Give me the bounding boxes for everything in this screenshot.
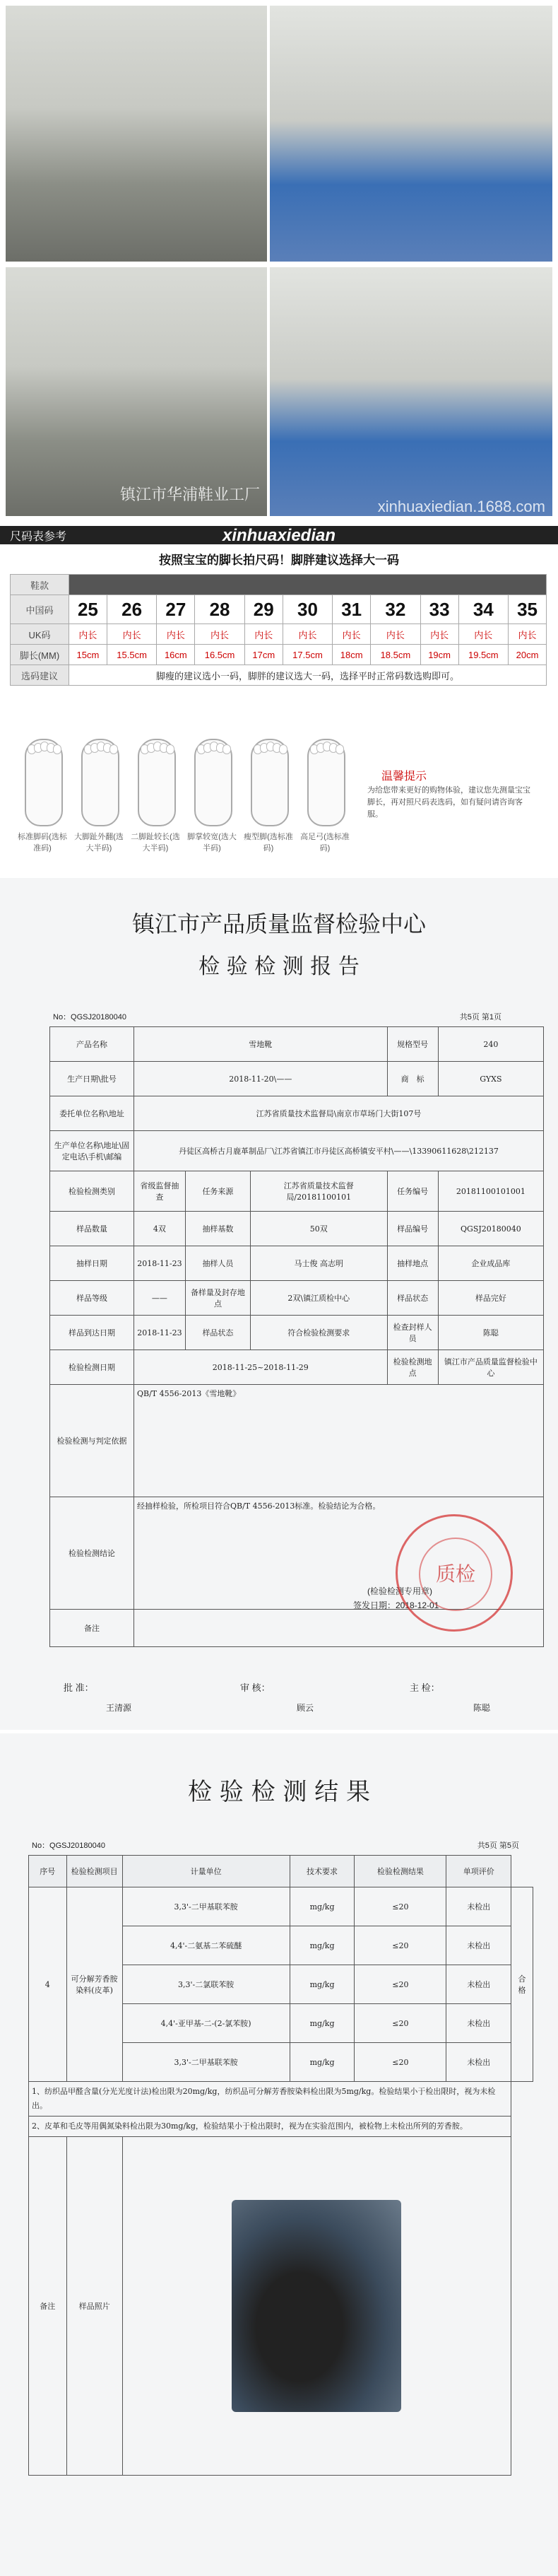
foot-outline-icon [307, 739, 345, 826]
note-2: 2、皮革和毛皮等用偶氮染料检出限为30mg/kg，检验结果小于检出限时，视为在实验范围内，被检物上未检出所列的芳香胺。 [29, 2117, 511, 2137]
toe-icon [222, 744, 231, 754]
result-cell: 3,3'-二甲基联苯胺 [122, 1887, 290, 1926]
foot-outline-icon [25, 739, 63, 826]
result-cell: mg/kg [290, 1887, 355, 1926]
report-cell: 20181100101001 [438, 1171, 543, 1212]
size-cell: 28 [195, 595, 245, 624]
group-cell: 可分解芳香胺染料(皮革) [66, 1887, 122, 2082]
size-cell: 内长 [333, 624, 371, 645]
report-cell: 检验检测与判定依据 [50, 1385, 134, 1497]
results-page: 共5页 第5页 [477, 1842, 519, 1850]
report-cell: 江苏省质量技术监督局/20181100101 [251, 1171, 388, 1212]
factory-photo-4 [270, 267, 552, 516]
foot-caption: 标准脚码(选标准码) [18, 833, 67, 853]
review-name: 顾云 [297, 1703, 314, 1713]
watermark-url: xinhuaxiedian.1688.com [377, 498, 545, 515]
results-header: 单项评价 [446, 1856, 511, 1887]
foot-outline-icon [251, 739, 289, 826]
toe-icon [109, 744, 118, 754]
result-cell: mg/kg [290, 1926, 355, 1965]
foot-caption: 脚掌较宽(选大半码) [187, 833, 237, 853]
size-cell: 19.5cm [458, 645, 509, 665]
size-cell: 27 [157, 595, 195, 624]
size-cell: 15.5cm [107, 645, 157, 665]
report-cell: QB/T 4556-2013《雪地靴》 [134, 1385, 544, 1497]
result-cell: 4,4'-亚甲基-二-(2-氯苯胺) [122, 2004, 290, 2043]
tips-body: 为给您带来更好的购物体验，建议您先测量宝宝脚长，再对照尺码表选码，如有疑问请咨询客服。 [367, 786, 530, 819]
report-cell: 符合检验检测要求 [251, 1316, 388, 1350]
report-cell: 备注 [50, 1610, 134, 1647]
row-label: 鞋款 [11, 575, 69, 595]
report-cell: 样品编号 [387, 1212, 438, 1246]
size-cell: 17.5cm [283, 645, 333, 665]
size-cell: 18.5cm [371, 645, 421, 665]
result-cell: ≤20 [355, 2043, 446, 2082]
size-cell: 内长 [371, 624, 421, 645]
issue-date: 签发日期：2018-12-01 [353, 1600, 439, 1610]
size-instruction: 按照宝宝的脚长拍尺码！脚胖建议选择大一码 [159, 554, 399, 567]
result-cell: ≤20 [355, 1887, 446, 1926]
report-cell: 检验检测地点 [387, 1350, 438, 1385]
report-cell: 抽样基数 [185, 1212, 250, 1246]
inspection-report [0, 878, 558, 1730]
report-cell: 50双 [251, 1212, 388, 1246]
size-cell: 内长 [69, 624, 107, 645]
factory-photo-3 [6, 267, 267, 516]
size-cell: 内长 [157, 624, 195, 645]
report-cell: 样品数量 [50, 1212, 134, 1246]
size-cell: 35 [509, 595, 547, 624]
report-page: 共5页 第1页 [459, 1013, 501, 1021]
remark-label: 备注 [29, 2137, 67, 2476]
toe-icon [279, 744, 287, 754]
report-cell: 经抽样检验，所检项目符合QB/T 4556-2013标准。检验结论为合格。 [134, 1497, 544, 1610]
foot-caption: 瘦型脚(选标准码) [244, 833, 293, 853]
report-cell: 委托单位名称\地址 [50, 1096, 134, 1131]
report-cell: 检查封样人员 [387, 1316, 438, 1350]
size-cell: 15cm [69, 645, 107, 665]
results-header: 计量单位 [122, 1856, 290, 1887]
size-cell: 18cm [333, 645, 371, 665]
report-cell: 江苏省质量技术监督局\南京市草场门大街107号 [134, 1096, 544, 1131]
report-cell: 2018-11-23 [134, 1316, 186, 1350]
result-cell: mg/kg [290, 2043, 355, 2082]
foot-caption: 二脚趾较长(选大半码) [131, 833, 180, 853]
photo-label: 样品照片 [66, 2137, 122, 2476]
report-cell: 检验检测类别 [50, 1171, 134, 1212]
size-cell: 30 [283, 595, 333, 624]
results-header: 序号 [29, 1856, 67, 1887]
report-cell: —— [134, 1281, 186, 1316]
size-cell: 内长 [509, 624, 547, 645]
result-cell: mg/kg [290, 2004, 355, 2043]
report-cell: 4双 [134, 1212, 186, 1246]
approve-label: 批 准： [64, 1682, 94, 1693]
size-cell: 33 [420, 595, 458, 624]
approve-name: 王清源 [106, 1703, 132, 1713]
watermark: 镇江市华浦鞋业工厂 [119, 486, 260, 503]
result-cell: 3,3'-二甲基联苯胺 [122, 2043, 290, 2082]
size-cell: 内长 [283, 624, 333, 645]
size-cell: 32 [371, 595, 421, 624]
report-cell: 产品名称 [50, 1027, 134, 1062]
toe-icon [336, 744, 344, 754]
report-cell: 省级监督抽查 [134, 1171, 186, 1212]
brand-name: xinhuaxiedian [222, 526, 336, 545]
results-no: No：QGSJ20180040 [32, 1842, 105, 1850]
result-cell: 未检出 [446, 2004, 511, 2043]
report-cell: 2双\镇江质检中心 [251, 1281, 388, 1316]
main-label: 主 检： [410, 1682, 440, 1693]
result-cell: 4,4'-二氨基二苯硫醚 [122, 1926, 290, 1965]
report-cell: 2018-11-25~2018-11-29 [134, 1350, 388, 1385]
size-header-left: 尺码表参考 [10, 531, 67, 543]
seq-cell: 4 [29, 1887, 67, 2082]
row-label: 脚长(MM) [11, 645, 69, 665]
report-cell: 检验检测结论 [50, 1497, 134, 1610]
result-cell: mg/kg [290, 1965, 355, 2004]
size-cell: 内长 [458, 624, 509, 645]
size-cell: 内长 [420, 624, 458, 645]
size-cell: 26 [107, 595, 157, 624]
report-cell: 任务编号 [387, 1171, 438, 1212]
size-cell: 17cm [244, 645, 283, 665]
report-cell: 马士俊 高志明 [251, 1246, 388, 1281]
foot-outline-icon [138, 739, 176, 826]
size-cell: 29 [244, 595, 283, 624]
result-cell: ≤20 [355, 2004, 446, 2043]
size-cell: 25 [69, 595, 107, 624]
note-1: 1、纺织品甲醛含量(分光光度计法)检出限为20mg/kg，纺织品可分解芳香胺染料检出限为5mg/kg。检验结果小于检出限时，视为未检出。 [29, 2082, 511, 2117]
report-cell: 样品状态 [185, 1316, 250, 1350]
size-cell: 内长 [195, 624, 245, 645]
tips-title: 温馨提示 [381, 771, 427, 783]
foot-caption: 高足弓(选标准码) [300, 833, 350, 853]
report-cell: 抽样日期 [50, 1246, 134, 1281]
size-cell: 19cm [420, 645, 458, 665]
result-cell: 未检出 [446, 2043, 511, 2082]
foot-outline-icon [81, 739, 119, 826]
results-title: 检 验 检 测 结 果 [187, 1778, 371, 1806]
result-cell: 3,3'-二氯联苯胺 [122, 1965, 290, 2004]
result-cell: 未检出 [446, 1887, 511, 1926]
report-cell: GYXS [438, 1062, 543, 1096]
report-cell: 2018-11-20\—— [134, 1062, 388, 1096]
result-cell: ≤20 [355, 1965, 446, 2004]
official-stamp [396, 1514, 513, 1632]
report-cell: 丹徒区高桥古月鹿革制品厂\江苏省镇江市丹徒区高桥镇安平村\——\13390611628\212137 [134, 1131, 544, 1171]
toe-icon [166, 744, 174, 754]
report-cell: 抽样地点 [387, 1246, 438, 1281]
result-cell: ≤20 [355, 1926, 446, 1965]
size-cell: 内长 [107, 624, 157, 645]
foot-caption: 大脚趾外翻(选大半码) [74, 833, 124, 853]
report-cell: 240 [438, 1027, 543, 1062]
size-cell: 16cm [157, 645, 195, 665]
report-cell: 生产单位名称\地址\固定电话\手机\邮编 [50, 1131, 134, 1171]
review-label: 审 核： [240, 1682, 271, 1693]
report-cell: QGSJ20180040 [438, 1212, 543, 1246]
result-cell: 未检出 [446, 1965, 511, 2004]
inspection-results [0, 1733, 558, 2576]
verdict-cell: 合格 [511, 1887, 533, 2082]
report-cell: 样品到达日期 [50, 1316, 134, 1350]
report-cell: 备样量及封存地点 [185, 1281, 250, 1316]
report-cell: 样品状态 [387, 1281, 438, 1316]
report-title: 检 验 检 测 报 告 [198, 954, 360, 979]
results-table [28, 1855, 533, 2476]
report-cell: 雪地靴 [134, 1027, 388, 1062]
size-cell: 16.5cm [195, 645, 245, 665]
row-label: UK码 [11, 624, 69, 645]
size-cell: 20cm [509, 645, 547, 665]
report-cell: 镇江市产品质量监督检验中心 [438, 1350, 543, 1385]
foot-outline-icon [194, 739, 232, 826]
size-table [10, 574, 547, 686]
result-cell: 未检出 [446, 1926, 511, 1965]
report-cell: 样品等级 [50, 1281, 134, 1316]
row-label: 中国码 [11, 595, 69, 624]
size-cell: 34 [458, 595, 509, 624]
report-stamp-caption: (检验检测专用章) [367, 1586, 432, 1596]
report-cell: 商 标 [387, 1062, 438, 1096]
factory-photo-1 [6, 6, 267, 262]
report-cell: 企业成品库 [438, 1246, 543, 1281]
sample-photo [232, 2200, 401, 2412]
toe-icon [53, 744, 61, 754]
row-label: 选码建议 [11, 665, 69, 686]
main-name: 陈聪 [473, 1703, 491, 1713]
size-cell: 31 [333, 595, 371, 624]
report-cell: 抽样人员 [185, 1246, 250, 1281]
report-org: 镇江市产品质量监督检验中心 [131, 911, 426, 937]
results-header: 检验检测结果 [355, 1856, 446, 1887]
factory-photo-2 [270, 6, 552, 262]
advice-text: 脚瘦的建议选小一码，脚胖的建议选大一码，选择平时正常码数选购即可。 [69, 665, 547, 686]
size-cell: 内长 [244, 624, 283, 645]
report-cell: 生产日期\批号 [50, 1062, 134, 1096]
report-cell: 任务来源 [185, 1171, 250, 1212]
report-cell: 陈聪 [438, 1316, 543, 1350]
results-header: 检验检测项目 [66, 1856, 122, 1887]
report-cell: 样品完好 [438, 1281, 543, 1316]
report-cell: 检验检测日期 [50, 1350, 134, 1385]
official-stamp-center: 质检 [419, 1538, 492, 1611]
report-cell: 规格型号 [387, 1027, 438, 1062]
report-no: No：QGSJ20180040 [53, 1013, 126, 1021]
report-cell: 2018-11-23 [134, 1246, 186, 1281]
results-header: 技术要求 [290, 1856, 355, 1887]
